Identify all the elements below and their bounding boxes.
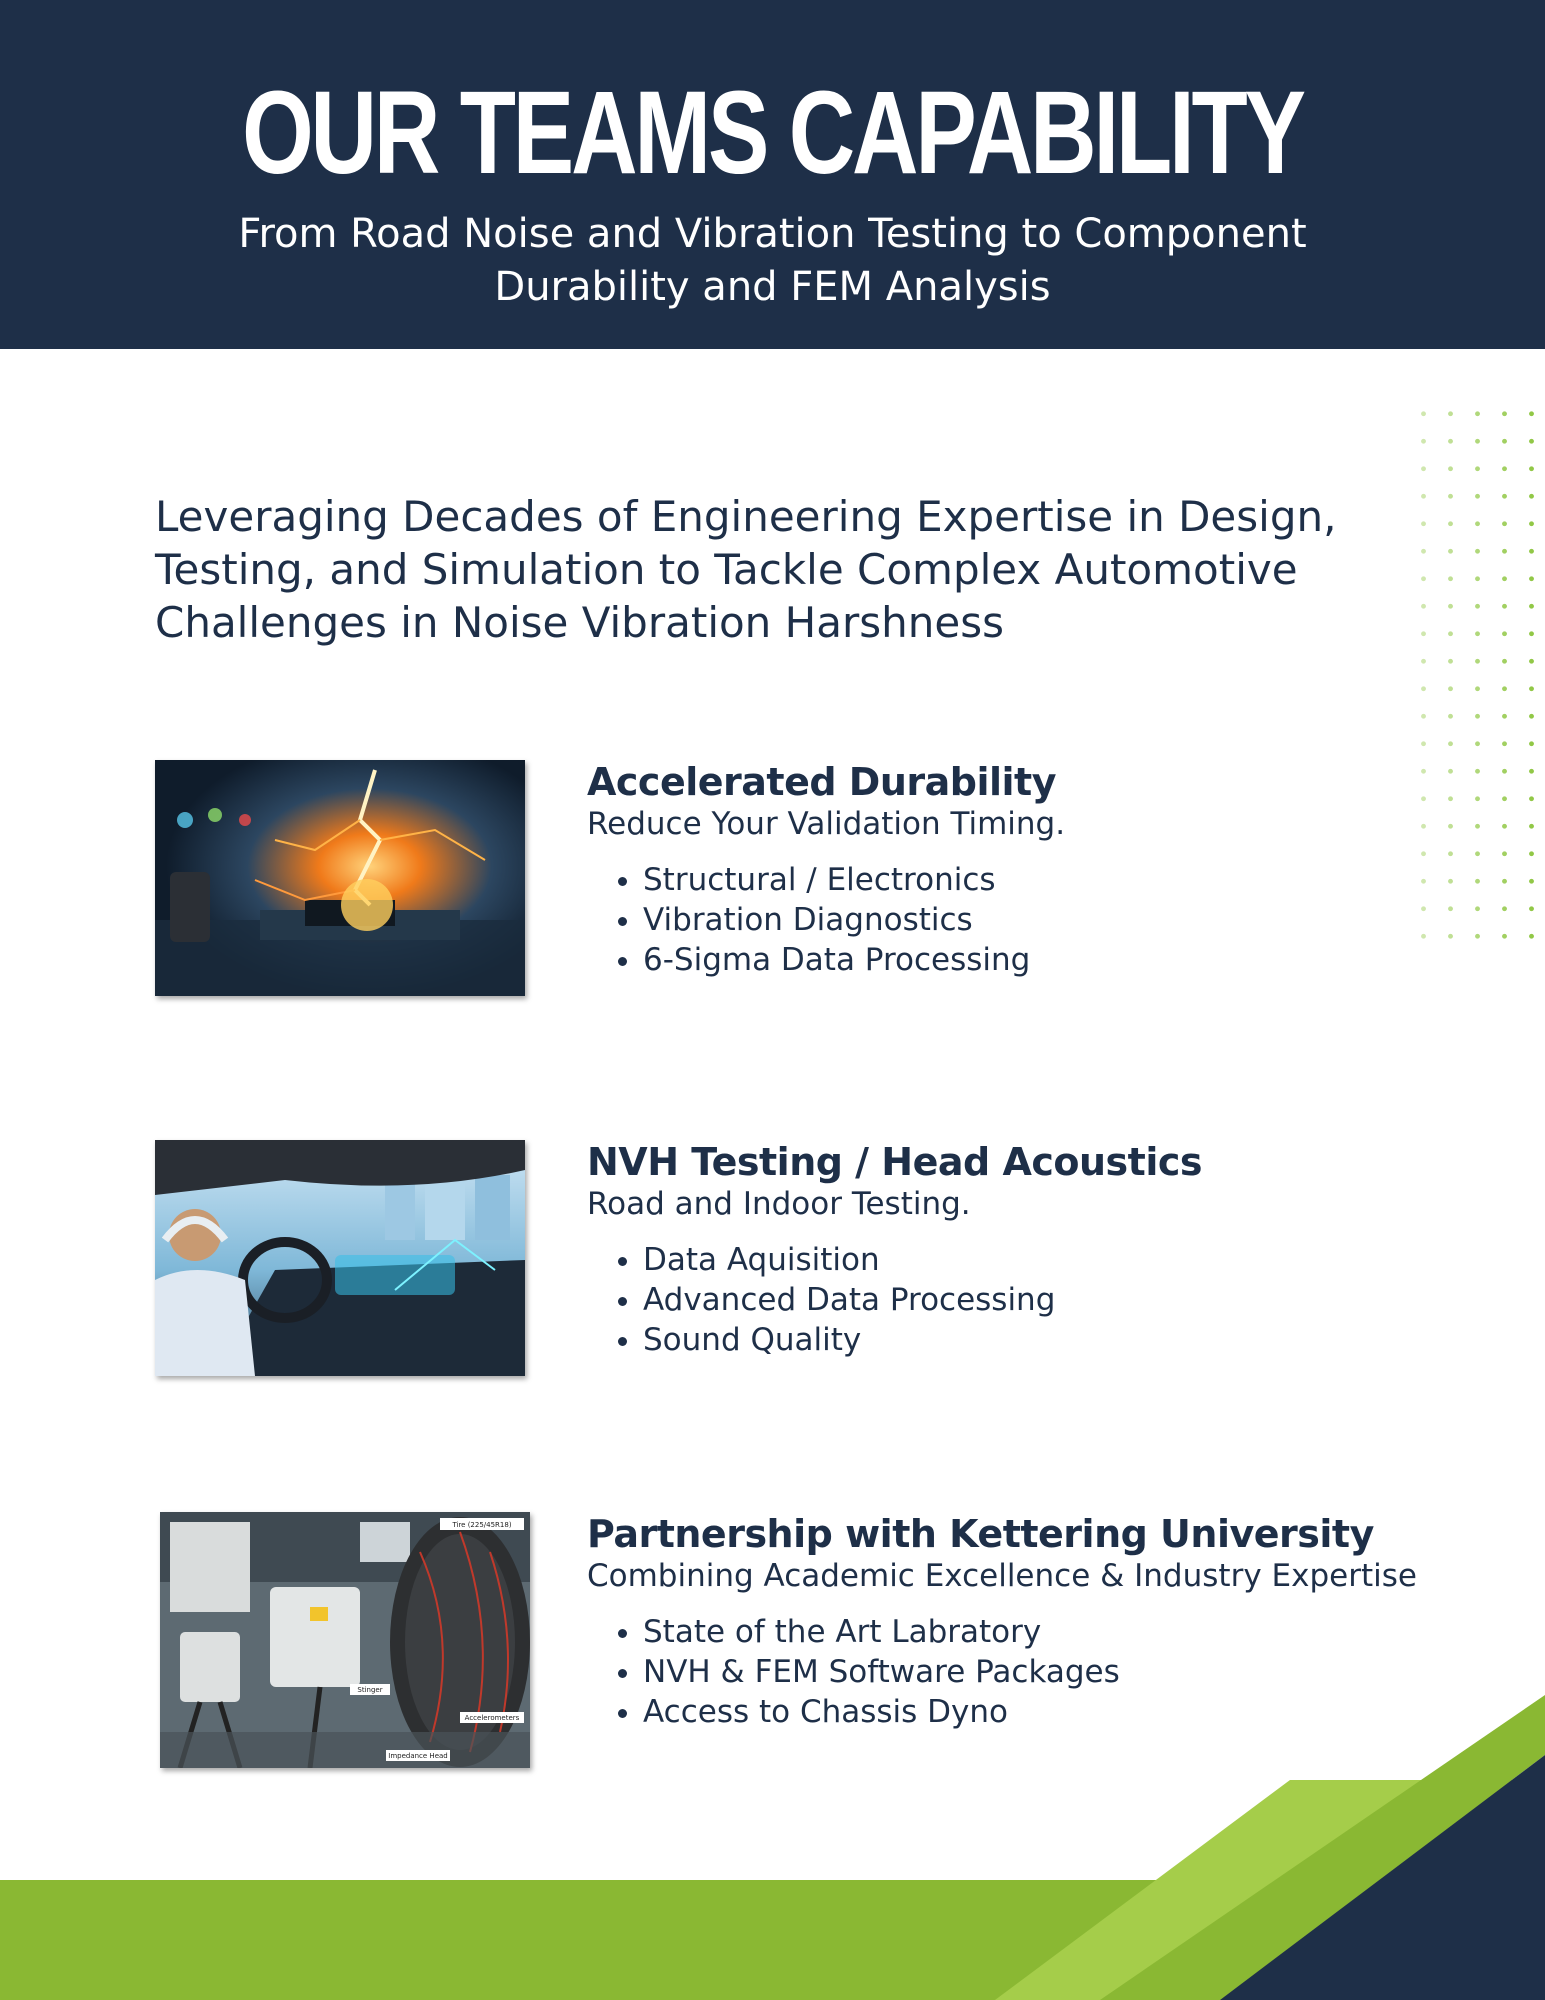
- photo-label-accelerometers: Accelerometers: [464, 1714, 520, 1722]
- driver-with-headphones-photo: [155, 1140, 525, 1376]
- list-item: • Data Aquisition: [643, 1240, 1537, 1280]
- list-item: • NVH & FEM Software Packages: [643, 1652, 1537, 1692]
- tire-lab-test-photo: [160, 1512, 530, 1768]
- section-title: Partnership with Kettering University: [587, 1512, 1374, 1556]
- list-item: • State of the Art Labratory: [643, 1612, 1537, 1652]
- photo-label-impedance-head: Impedance Head: [388, 1752, 448, 1760]
- section-text: [587, 760, 1537, 980]
- footer-light-green-stripe: [995, 1780, 1545, 2000]
- list-item: • Access to Chassis Dyno: [643, 1692, 1537, 1732]
- footer-green-stripe: [1100, 1695, 1545, 2000]
- list-item: • Sound Quality: [643, 1320, 1537, 1360]
- photo-label-stinger: Stinger: [357, 1686, 383, 1694]
- list-item: • Vibration Diagnostics: [643, 900, 1537, 940]
- circuit-board-lightning-photo: [155, 760, 525, 996]
- page-subtitle: From Road Noise and Vibration Testing to Component Durability and FEM Analysis: [238, 211, 1307, 310]
- section-text: [587, 1512, 1537, 1732]
- list-item: • Structural / Electronics: [643, 860, 1537, 900]
- section-subtitle: Combining Academic Excellence & Industry Expertise: [587, 1558, 1417, 1594]
- section-subtitle: Reduce Your Validation Timing.: [587, 806, 1066, 842]
- section-bullet-list: [587, 1240, 1537, 1360]
- header-banner: [0, 0, 1545, 349]
- page-title: OUR TEAMS CAPABILITY: [242, 67, 1303, 199]
- footer-green-band: [0, 1880, 1545, 2000]
- footer-navy-corner: [1220, 1755, 1545, 2000]
- list-item: • Advanced Data Processing: [643, 1280, 1537, 1320]
- section-text: [587, 1140, 1537, 1360]
- section-title: NVH Testing / Head Acoustics: [587, 1140, 1202, 1184]
- section-subtitle: Road and Indoor Testing.: [587, 1186, 971, 1222]
- section-bullet-list: [587, 1612, 1537, 1732]
- section-title: Accelerated Durability: [587, 760, 1056, 804]
- intro-paragraph: Leveraging Decades of Engineering Expertise in Design, Testing, and Simulation to Tackle Complex Automotive Challenges in Noise Vibration Harshness: [155, 492, 1337, 647]
- list-item: • 6-Sigma Data Processing: [643, 940, 1537, 980]
- section-bullet-list: [587, 860, 1537, 980]
- photo-label-tire: Tire (225/45R18): [452, 1521, 512, 1529]
